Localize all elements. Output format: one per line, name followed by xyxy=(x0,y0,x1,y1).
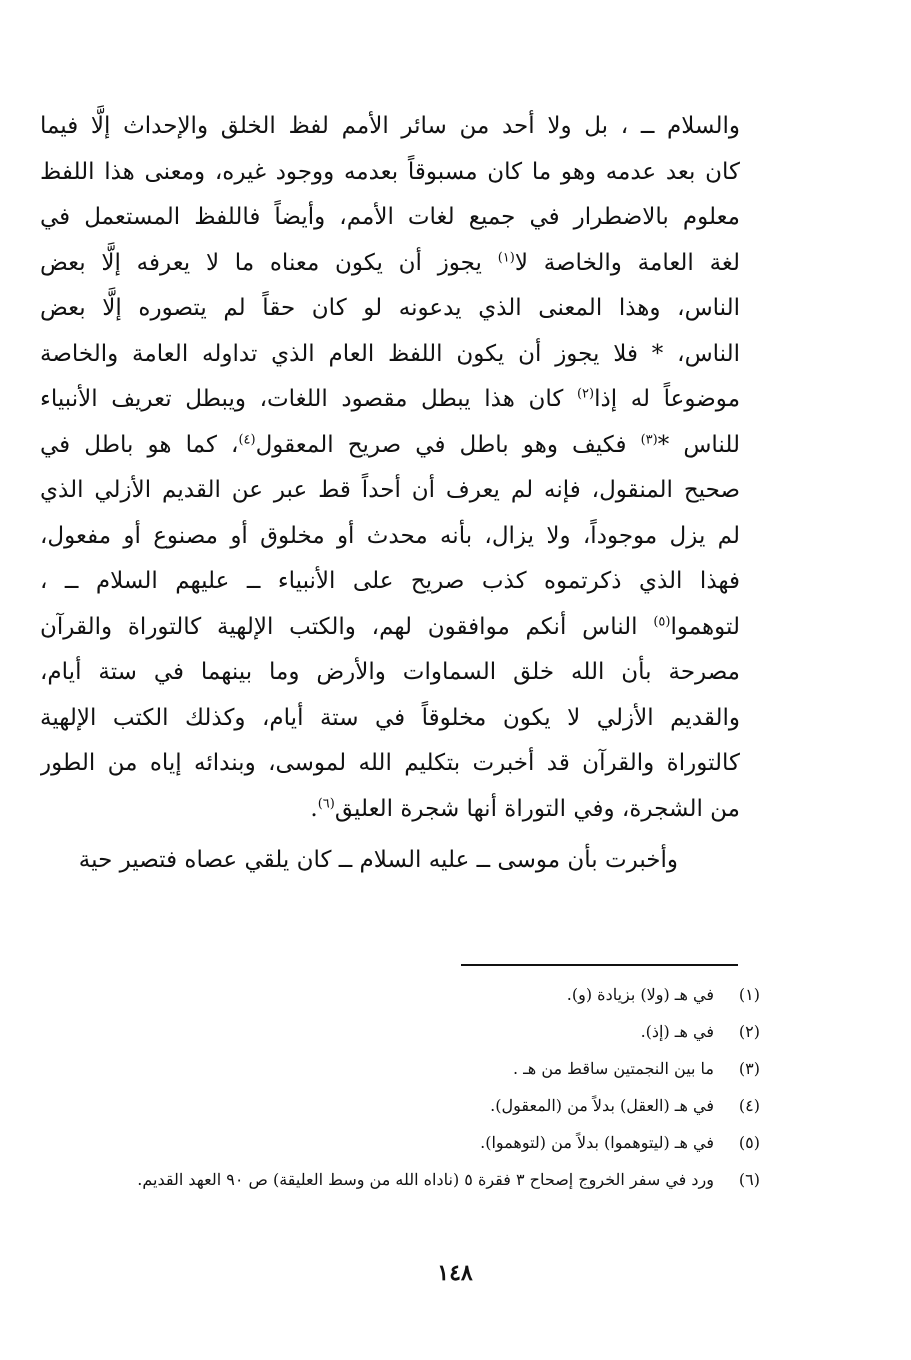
footnote-number: (٥) xyxy=(738,1133,760,1152)
footnote xyxy=(40,982,760,1008)
text-segment: . xyxy=(310,795,318,822)
footnote-marker: (٤) xyxy=(238,431,256,447)
footnote-text: ما بين النجمتين ساقط من هـ . xyxy=(512,1059,714,1078)
footnote-separator xyxy=(461,964,738,966)
text-line: صحيح المنقول، فإنه لم يعرف أن أحداً قط عبر عن القديم الأزلي الذي xyxy=(40,477,740,503)
text-segment: لتوهموا xyxy=(670,613,740,640)
text-segment: للناس * xyxy=(657,431,740,458)
page-number: ١٤٨ xyxy=(437,1260,473,1286)
footnote xyxy=(40,1130,760,1156)
text-line xyxy=(40,241,740,287)
text-line: والسلام ــ ، بل ولا أحد من سائر الأمم لفظ الخلق والإحداث إلَّا فيما xyxy=(40,113,740,139)
footnote-marker: (١) xyxy=(497,249,515,265)
footnote-text: ورد في سفر الخروج إصحاح ٣ فقرة ٥ (ناداه الله من وسط العليقة) ص ٩٠ العهد القديم. xyxy=(137,1170,714,1189)
text-segment: موضوعاً له إذا xyxy=(594,386,740,412)
text-segment: يجوز أن يكون معناه ما لا يعرفه إلَّا بعض xyxy=(40,249,498,276)
text-line: كالتوراة والقرآن قد أخبرت بتكليم الله لموسى، وبندائه إياه من الطور xyxy=(40,750,740,776)
footnote-marker: (٥) xyxy=(653,613,671,629)
footnote-text: في هـ (إذ). xyxy=(640,1022,714,1041)
footnote xyxy=(40,1019,760,1045)
text-line: كان بعد عدمه وهو ما كان مسبوقاً بعدمه ووجود غيره، ومعنى هذا اللفظ xyxy=(40,158,740,185)
footnotes-section xyxy=(40,982,760,1204)
main-text-block xyxy=(40,104,740,884)
text-line: لم يزل موجوداً، ولا يزال، بأنه محدث أو مخلوق أو مصنوع أو مفعول، xyxy=(40,522,740,549)
footnote-marker: (٣) xyxy=(640,431,658,447)
footnote-marker: (٦) xyxy=(317,795,335,811)
footnote-marker: (٢) xyxy=(576,386,595,402)
text-segment: الناس أنكم موافقون لهم، والكتب الإلهية كالتوراة والقرآن xyxy=(40,613,654,640)
footnote-number: (٣) xyxy=(738,1059,760,1078)
footnote xyxy=(40,1056,760,1082)
footnote-text: في هـ (ولا) بزيادة (و). xyxy=(566,985,714,1004)
text-line: مصرحة بأن الله خلق السماوات والأرض وما بينهما في ستة أيام، xyxy=(40,659,740,685)
text-line xyxy=(40,377,740,423)
text-segment: من الشجرة، وفي التوراة أنها شجرة العليق xyxy=(334,795,740,822)
text-line: معلوم بالاضطرار في جميع لغات الأمم، وأيضاً فاللفظ المستعمل في xyxy=(40,204,740,230)
footnote-number: (٤) xyxy=(738,1096,760,1115)
footnote xyxy=(40,1167,760,1193)
text-segment: ، كما هو باطل في xyxy=(40,431,239,458)
text-segment: فكيف وهو باطل في صريح المعقول xyxy=(255,431,641,458)
text-line: الناس، * فلا يجوز أن يكون اللفظ العام الذي تداوله العامة والخاصة xyxy=(40,340,740,367)
footnote-text: في هـ (العقل) بدلاً من (المعقول). xyxy=(490,1096,714,1115)
text-line: الناس، وهذا المعنى الذي يدعونه لو كان حقاً لم يتصوره إلَّا بعض xyxy=(40,295,740,321)
footnote-number: (٦) xyxy=(738,1170,760,1189)
footnote xyxy=(40,1093,760,1119)
text-line xyxy=(40,423,740,469)
text-line xyxy=(40,605,740,651)
text-segment: كان هذا يبطل مقصود اللغات، ويبطل تعريف الأنبياء xyxy=(40,386,577,412)
text-segment: لغة العامة والخاصة لا xyxy=(514,249,740,276)
footnote-number: (٢) xyxy=(738,1022,760,1041)
text-line xyxy=(40,787,740,833)
footnote-text: في هـ (ليتوهموا) بدلاً من (لتوهموا). xyxy=(480,1133,714,1152)
footnote-number: (١) xyxy=(738,985,760,1004)
text-line: فهذا الذي ذكرتموه كذب صريح على الأنبياء ــ عليهم السلام ــ ، xyxy=(40,568,740,594)
paragraph-start-line: وأخبرت بأن موسى ــ عليه السلام ــ كان يلقي عصاه فتصير حية xyxy=(78,847,678,873)
text-line: والقديم الأزلي لا يكون مخلوقاً في ستة أيام، وكذلك الكتب الإلهية xyxy=(40,704,740,731)
